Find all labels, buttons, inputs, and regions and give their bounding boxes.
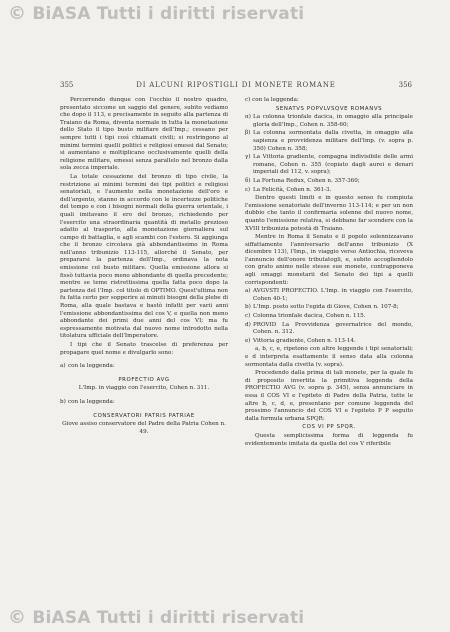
paragraph: Mentre in Roma il Senato e il popolo solennizzavano siffattamente l'anniversario dell'anno tribunizio (X dicembre 113), l'Imp., in viaggio verso Antiochia, riceveva l'annuncio dell'onore tributatogli, e, subito accogliendolo con grato animo nelle stesse sue monete, contrapponeva agli omaggi monetarii del Senato dei tipi a quelli corrispondenti:: [245, 234, 413, 286]
watermark-top: [8, 3, 304, 24]
coin-legend: PROFECTIO AVG: [118, 376, 170, 383]
paragraph: La totale cessazione del bronzo di tipo civile, la restrizione ai minimi termini dei tipi politici e religiosi senatoriali, e l'aumento nella monetazione dell'oro e dell'argento, stanno in accordo con le incertezze politiche del tempo e con i bisogni normali della guerra orientale, i quali imitavano il ero del bronzo, richiedendo per l'esercito una straordinaria quantità di metallo prezioso adatto al trasporto, alla monetazione giornaliera sul campo di battaglia, e agli scambi con l'estero. Si aggiunga che il bronzo circolava già abbondantissimo in Roma nell'anno tribunizio 113-115, allorché il Senato, per prepararsi la partenza dell'Imp., ordinava la nota emissione col busto militare. Quella emissione allora si fissò tuttavia poco meno abbondante di quella precedente; mentre se teme ristrettissima quella fatta poco dopo la partenza del l'Imp. col titolo di OPTIMO. Quest'ultima non fu fatta certo per sopperire ai minuti bisogni della plebe di Roma, alla quale bastava e bastò infatti per varii anni l'emissione abbondantissima del cos V, e quella non meno abbondante dei primi due anni del cos VI; ma fu espressamente motivata dal nuovo nome introdotto nella titolatura ufficiale dell'Imperatore.: [60, 173, 228, 340]
list-item: b) con la leggenda:: [60, 398, 115, 405]
coin-description: Giove assiso conservatore del Padre della Patria Cohen n. 49.: [62, 421, 226, 435]
paragraph: Percorrendo dunque con l'occhio il nostro quadro, presentato siccome un saggio del genere, subito vediamo che dopo il 113, e precisamente in seguito alla partenza di Traiano da Roma, diventa normale in tutta la monetazione dello Stato il tipo busto militare dell'Imp.; cessano per sempre tutti i tipi così chiamati civili; si restringono al minimi termini quelli politici e religiosi emessi dal Senato; si aumentano e moltiplicano occlusivamente quelli della religione militare, emessi senza parallelo nel bronzo dalla sola zecca imperiale.: [60, 97, 228, 172]
paragraph: Dentro questi limiti e in questo senso fu compiuta l'emissione senatoriale dell'inverno 113-114; e per un non dubbio che tanto il confirmaria solenne del nuovo nome, quanto l'emissione relativa, si debbano far scendere con la XVIII tribunizia potestà di Traiano.: [245, 195, 413, 232]
list-item: α) La colonna trionfale dacica, in omaggio alla principale gloria dell'Imp., Cohen n. 358-60;: [245, 114, 413, 128]
watermark-bottom: [8, 607, 304, 628]
watermark-text: BiASA Tutti i diritti riservati: [32, 4, 305, 24]
coin-description: L'Imp. in viaggio con l'esercito, Cohen n. 311.: [78, 385, 210, 392]
paragraph: Procedendo dalla prima di tali monete, per la quale fu di proposito invertita la primitiva leggenda della PROFECTIO AVG (v. sopra p. 345), senza annunciare in essa il COS VI e l'epiteto di Padre della Patria, tutte le altre b, c, d, e, presentano per comune leggenda del prossimo l'annuncio del COS VI e l'epiteto P P seguito dalla formula urbana SPQR:: [245, 370, 413, 422]
list-item: d) PROVID La Provvidenza governatrice del mondo, Cohen. n. 312.: [245, 321, 413, 336]
list-item: b) L'Imp. posto sotto l'egida di Giove, Cohen n. 107-8;: [245, 304, 399, 311]
copyright-symbol: ©: [8, 3, 27, 24]
coin-legend: COS VI PP SPQR.: [302, 424, 356, 431]
page-number-right: 356: [398, 81, 412, 89]
list-item: γ) La Vittoria gradiente, compagna indivisibile delle armi romane, Cohen n. 355 (copiato dagli aurei e denari imperiali del 112, v. sopra);: [245, 154, 413, 176]
running-header: [60, 81, 412, 93]
list-intro: c) con la leggenda:: [245, 97, 299, 103]
list-item: β) La colonna sormontata dalla civetta, in omaggio alla sapienza e provvidenza militare dell'Imp. (v. sopra p. 350) Cohen n. 358;: [245, 130, 413, 152]
coin-legend: SENATVS POPVLVSQVE ROMANVS: [275, 105, 383, 112]
list-item: a) AVGVSTI PROFECTIO. L'Imp. in viaggio con l'esercito, Cohen 40-1;: [245, 288, 413, 302]
running-title: DI ALCUNI RIPOSTIGLI DI MONETE ROMANE: [136, 81, 336, 89]
list-item: e) Vittoria gradiente, Cohen n. 113-14.: [245, 337, 356, 344]
page-number-left: 355: [60, 81, 74, 89]
list-item: δ) La Fortuna Redux, Cohen n. 357-360;: [245, 177, 360, 184]
paragraph: I tipi che il Senato trascelse di preferenza per propagare quel nome e divulgarlo sono:: [60, 342, 228, 356]
watermark-text: BiASA Tutti i diritti riservati: [32, 608, 305, 628]
list-item: ε) La Felicità, Cohen n. 361-3.: [245, 186, 332, 193]
paragraph: Questa semplicissima forma di leggenda fu evidentemente imitata da quella del cos V riferibile: [245, 432, 413, 447]
paragraph: a, b, c, e, ripetono con altre leggende i tipi senatoriali; e d interpreta esattamente il senso data alla colonna sormontata dalla civetta (v. sopra).: [245, 346, 413, 368]
copyright-symbol: ©: [8, 607, 27, 628]
list-item: a) con la leggenda:: [60, 363, 115, 370]
list-item: c) Colonna trionfale dacica, Cohen n. 115.: [245, 313, 366, 320]
coin-legend: CONSERVATORI PATRIS PATRIAE: [93, 412, 195, 419]
right-column: [245, 97, 413, 449]
left-column: [60, 97, 228, 437]
